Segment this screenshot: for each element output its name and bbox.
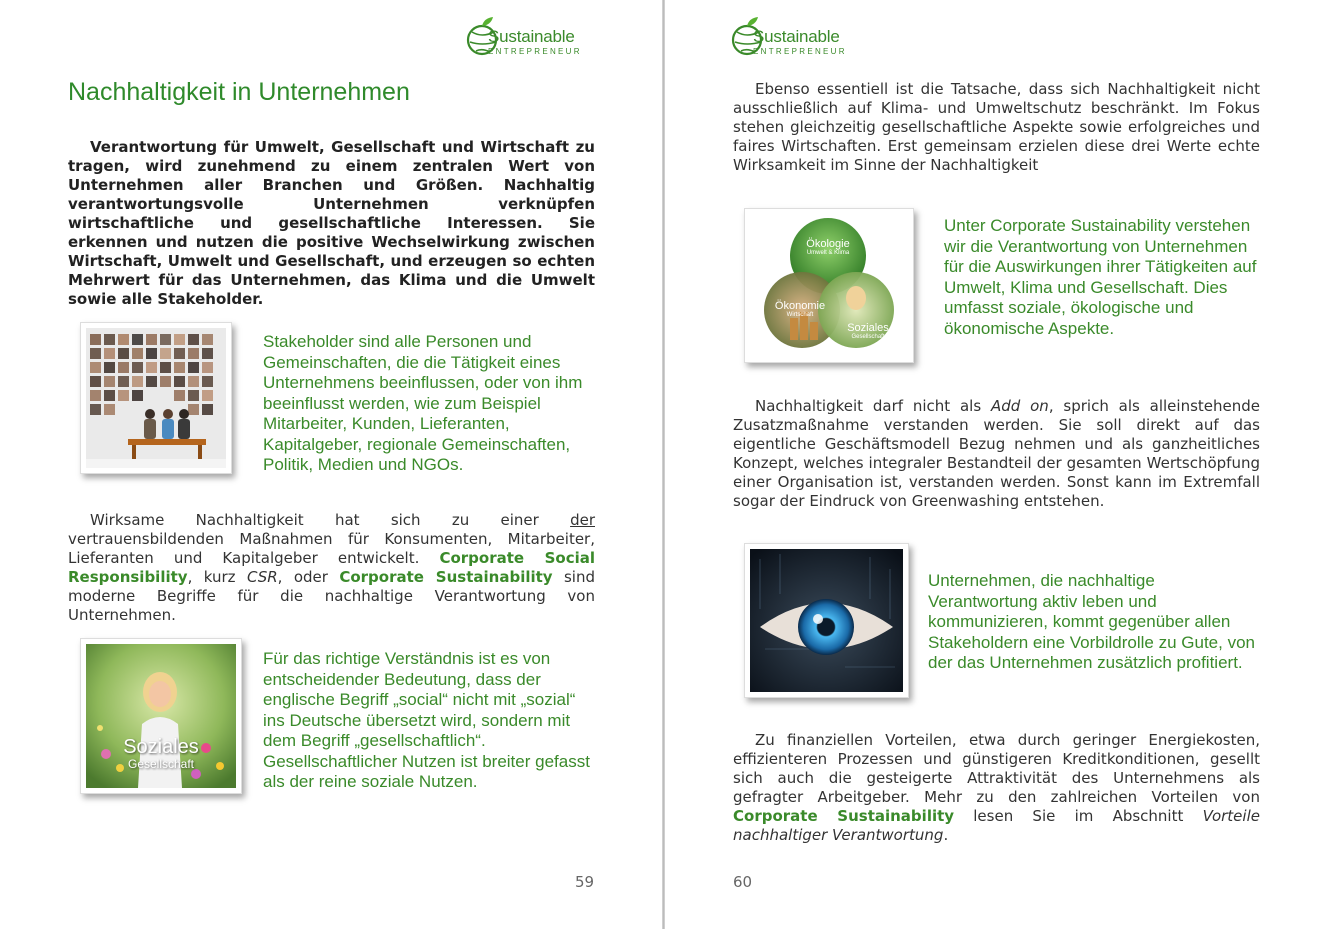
intro-paragraph [68,138,595,309]
three-values-text: Ebenso essentiell ist die Tatsache, dass sich Nachhaltigkeit nicht ausschließlich auf Klima- und Umweltschutz beschränkt. Im Fokus stehen gleichzeitig gesellschaftliche Aspekte sowie erfolgreiches und faires Wirtschaften. Erst gemeinsam erzielen diese drei Werte echte Wirksamkeit im Sinne der Nachhaltigkeit [733,80,1260,174]
right-page [666,0,1326,929]
benefits-section-link[interactable]: Vorteile nachhaltiger Verantwortung [733,807,1260,844]
venn-label-oekonomie: Ökonomie Wirtschaft [774,300,826,318]
benefits-text-2: lesen Sie im Abschnitt [954,807,1203,825]
venn-label-oekologie: Ökologie Umwelt & Klima [806,238,850,256]
soziales-photo [80,638,242,794]
logo-sub-text: ENTREPRENEUR [753,47,847,56]
eye-image [750,549,903,692]
intro-text: Verantwortung für Umwelt, Gesellschaft und Wirtschaft zu tragen, wird zunehmend zu einem zentralen Wert von Unternehmen aller Branchen und Größen. Nachhaltig verantwortungsvolle Unternehmen verknüpfen wirtschaftliche und gesellschaftliche Interessen. Sie erkennen und nutzen die positive Wechselwirkung zwischen Wirtschaft, Umwelt und Gesellschaft, und erzeugen so echten Mehrwert für das Unternehmen, das Klima und die Umwelt sowie alle Stakeholder. [68,138,595,308]
add-on-term: Add on [990,397,1049,415]
book-gutter [662,0,665,929]
benefits-text-3: . [943,826,949,844]
csr-paragraph [68,511,595,625]
cs-term: Corporate Sustainability [339,568,553,586]
csr-text-2: vertrauensbildenden Maßnahmen für Konsumenten, Mitarbeiter, Lieferanten und Kapitalgeber entwickelt. [68,530,595,567]
csr-text-4: , oder [277,568,340,586]
page-number-right: 60 [733,873,753,891]
benefits-paragraph [733,731,1260,845]
csr-text-5: sind moderne Begriffe für die nachhaltige Verantwortung von Unternehmen. [68,568,596,624]
photo-wall-image [86,328,226,468]
page-title: Nachhaltigkeit in Unternehmen [68,78,410,106]
girl-flowers-image [86,644,236,788]
sustainable-entrepreneur-logo-right [731,16,861,60]
page-number-left: 59 [575,873,595,891]
social-callout: Für das richtige Verständnis ist es von entscheidender Bedeutung, dass der englische Begriff „social“ nicht mit „sozial“ ins Deutsche übersetzt wird, sondern mit dem Begriff „gesellschaftlich“. Gesellschaftlicher Nutzen ist breiter gefasst als der reine soziale Nutzen. [263,649,590,791]
stakeholder-photo [80,322,232,474]
corporate-sustainability-callout: Unter Corporate Sustainability verstehen wir die Verantwortung von Unternehmen für die Auswirkungen ihrer Tätigkeiten auf Umwelt, Klima und Gesellschaft. Dies umfasst soziale, ökologische und ökonomische Aspekte. [944,216,1257,338]
sustainable-entrepreneur-logo [466,16,596,60]
soziales-caption-main: Soziales [123,736,199,758]
add-on-paragraph [733,397,1260,511]
logo-brand-text: Sustainable [488,27,575,46]
logo-brand-text: Sustainable [753,27,840,46]
stakeholder-callout: Stakeholder sind alle Personen und Gemeinschaften, die die Tätigkeit eines Unternehmens beeinflussen, oder von ihm beeinflusst werden, wie zum Beispiel Mitarbeiter, Kunden, Lieferanten, Kapitalgeber, regionale Gemeinschaften, Politik, Medien und NGOs. [263,332,583,474]
eye-photo [744,543,909,698]
venn-label-soziales: Soziales Gesellschaft [847,322,889,340]
add-on-text-2: , sprich als alleinstehende Zusatzmaßnahme verstanden werden. Sie soll direkt auf das eigentliche Geschäftsmodell Bezug nehmen und als ganzheitliches Konzept, welches integraler Bestandteil der gesamten Wertschöpfung einer Organisation ist, verstanden werden. Sonst kann im Extremfall sogar der Eindruck von Greenwashing entstehen. [733,397,1261,510]
venn-diagram-photo [744,208,914,363]
role-model-callout: Unternehmen, die nachhaltige Verantwortung aktiv leben und kommunizieren, kommt gegenüber allen Stakeholdern eine Vorbildrolle zu Gute, von der das Unternehmen zusätzlich profitiert. [928,571,1255,672]
csr-text-1: Wirksame Nachhaltigkeit hat sich zu einer [90,511,571,529]
benefits-text-1: Zu finanziellen Vorteilen, etwa durch geringer Energiekosten, effizienteren Prozessen und günstigeren Kreditkonditionen, gesellt sich auch die gesteigerte Attraktivität des Unternehmens als gefragter Arbeitgeber. Mehr zu den zahlreichen Vorteilen von [733,731,1260,806]
csr-text-3: , kurz [187,568,247,586]
soziales-caption [86,736,236,771]
soziales-caption-sub: Gesellschaft [127,757,195,771]
csr-term: Corporate Social Responsibility [68,549,595,586]
logo-sub-text: ENTREPRENEUR [488,47,582,56]
add-on-text-1: Nachhaltigkeit darf nicht als [755,397,991,415]
csr-underlined-word: der [570,511,595,529]
benefits-cs-term: Corporate Sustainability [733,807,955,825]
venn-diagram-image [750,214,908,357]
three-values-paragraph [733,80,1260,175]
csr-abbreviation: CSR [246,568,278,586]
